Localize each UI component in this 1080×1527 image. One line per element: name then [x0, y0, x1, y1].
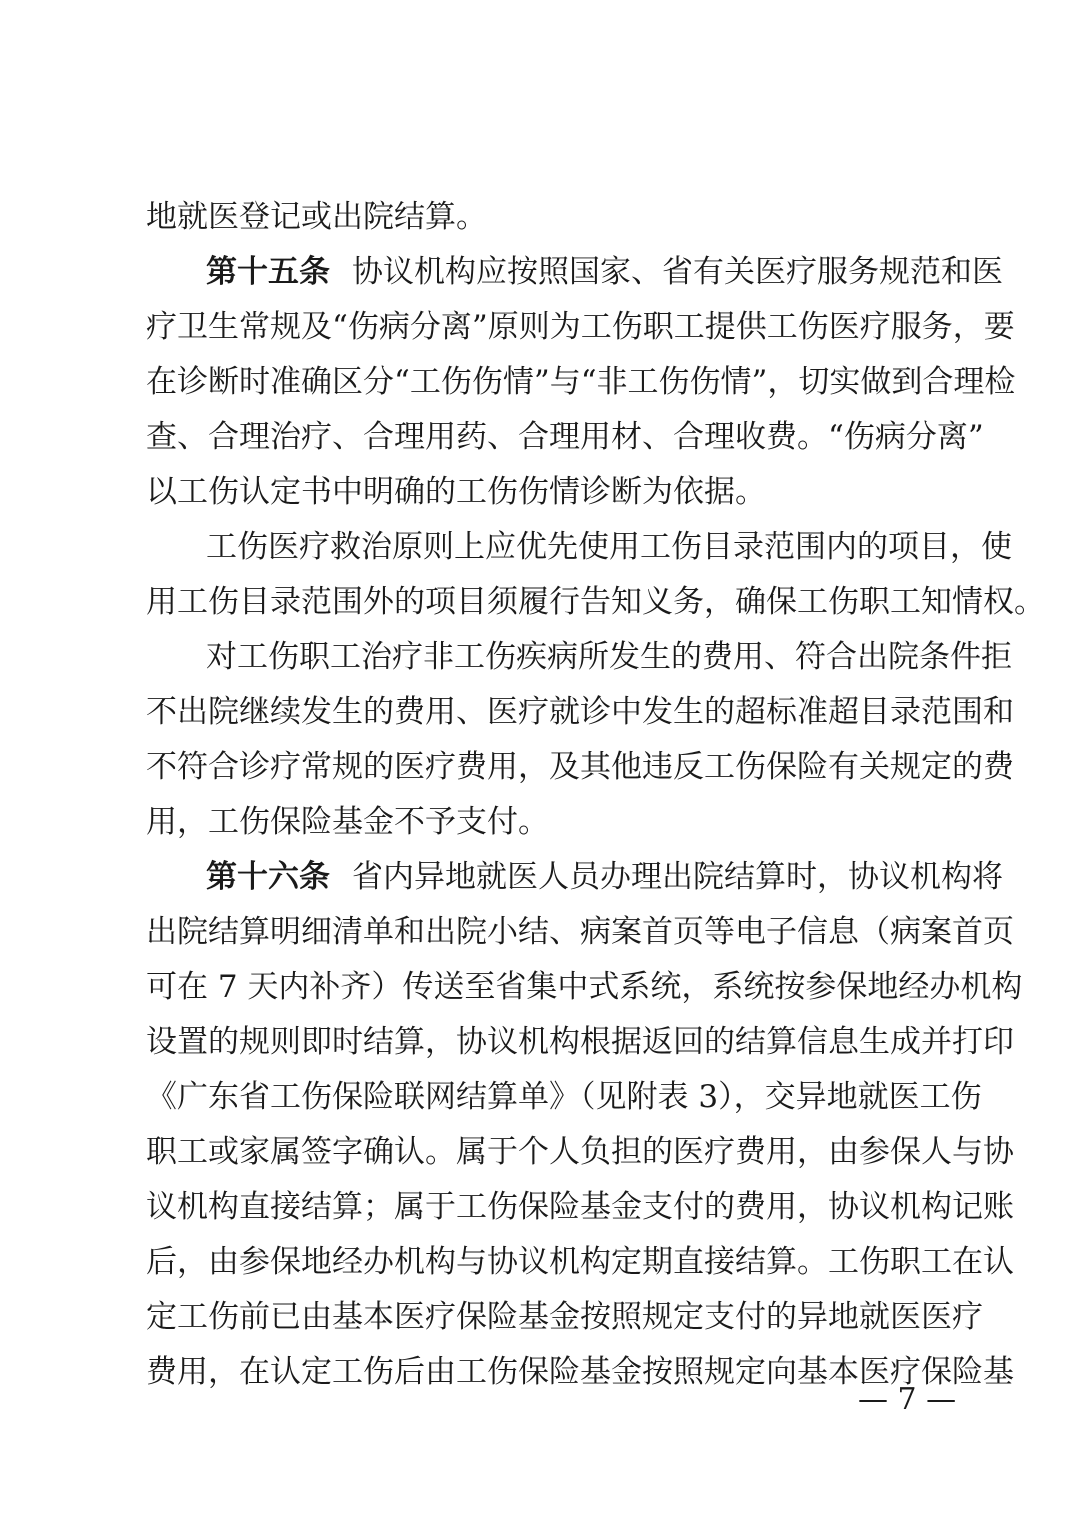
text-line: [146, 908, 1014, 956]
text-line: [146, 1293, 983, 1341]
text-line: [146, 688, 1014, 736]
text-line: [146, 1183, 1014, 1231]
line-text: 对工伤职工治疗非工伤疾病所发生的费用、符合出院条件拒: [206, 639, 1012, 675]
line-text: 设置的规则即时结算，协议机构根据返回的结算信息生成并打印: [146, 1024, 1014, 1060]
line-text: 费用，在认定工伤后由工伤保险基金按照规定向基本医疗保险基: [146, 1354, 1014, 1390]
line-text: 协议机构应按照国家、省有关医疗服务规范和医: [352, 254, 1003, 290]
page-number: — 7 —: [858, 1382, 957, 1417]
line-text: 可在 7 天内补齐）传送至省集中式系统，系统按参保地经办机构: [146, 969, 1023, 1005]
text-line: [146, 1073, 982, 1121]
line-text: 疗卫生常规及“伤病分离”原则为工伤职工提供工伤医疗服务，要: [146, 309, 1015, 345]
text-line: [146, 468, 946, 516]
line-text: 地就医登记或出院结算。: [146, 199, 487, 235]
line-text: 用，工伤保险基金不予支付。: [146, 804, 549, 840]
line-text: 不符合诊疗常规的医疗费用，及其他违反工伤保险有关规定的费: [146, 749, 1014, 785]
line-text: 出院结算明细清单和出院小结、病案首页等电子信息（病案首页: [146, 914, 1014, 950]
text-line: [146, 1238, 1014, 1286]
line-text: 议机构直接结算；属于工伤保险基金支付的费用，协议机构记账: [146, 1189, 1014, 1225]
text-line: [146, 413, 984, 461]
line-text: 省内异地就医人员办理出院结算时，协议机构将: [352, 859, 1003, 895]
text-line: [146, 358, 1016, 406]
article-heading: 第十五条: [206, 254, 330, 290]
text-line: [146, 193, 946, 241]
text-line: [206, 633, 1012, 681]
line-text: 用工伤目录范围外的项目须履行告知义务，确保工伤职工知情权。: [146, 584, 1045, 620]
text-line: [146, 743, 1014, 791]
line-text: 查、合理治疗、合理用药、合理用材、合理收费。“伤病分离”: [146, 419, 984, 455]
article-heading: 第十六条: [206, 859, 330, 895]
text-line: [146, 303, 1015, 351]
article-15-heading-line: [206, 248, 1003, 296]
line-text: 定工伤前已由基本医疗保险基金按照规定支付的异地就医医疗: [146, 1299, 983, 1335]
line-text: 在诊断时准确区分“工伤伤情”与“非工伤伤情”，切实做到合理检: [146, 364, 1016, 400]
line-text: 工伤医疗救治原则上应优先使用工伤目录范围内的项目，使: [206, 529, 1012, 565]
line-text: 以工伤认定书中明确的工伤伤情诊断为依据。: [146, 474, 766, 510]
line-text: 后，由参保地经办机构与协议机构定期直接结算。工伤职工在认: [146, 1244, 1014, 1280]
line-text: 职工或家属签字确认。属于个人负担的医疗费用，由参保人与协: [146, 1134, 1014, 1170]
article-16-heading-line: [206, 853, 1003, 901]
text-line: [146, 1128, 1014, 1176]
line-text: 《广东省工伤保险联网结算单》（见附表 3），交异地就医工伤: [146, 1079, 982, 1115]
text-line: [146, 963, 1023, 1011]
text-line: [206, 523, 1012, 571]
text-line: [146, 798, 946, 846]
text-line: [146, 578, 1045, 626]
text-line: [146, 1018, 1014, 1066]
line-text: 不出院继续发生的费用、医疗就诊中发生的超标准超目录范围和: [146, 694, 1014, 730]
text-line: [146, 1348, 1014, 1396]
